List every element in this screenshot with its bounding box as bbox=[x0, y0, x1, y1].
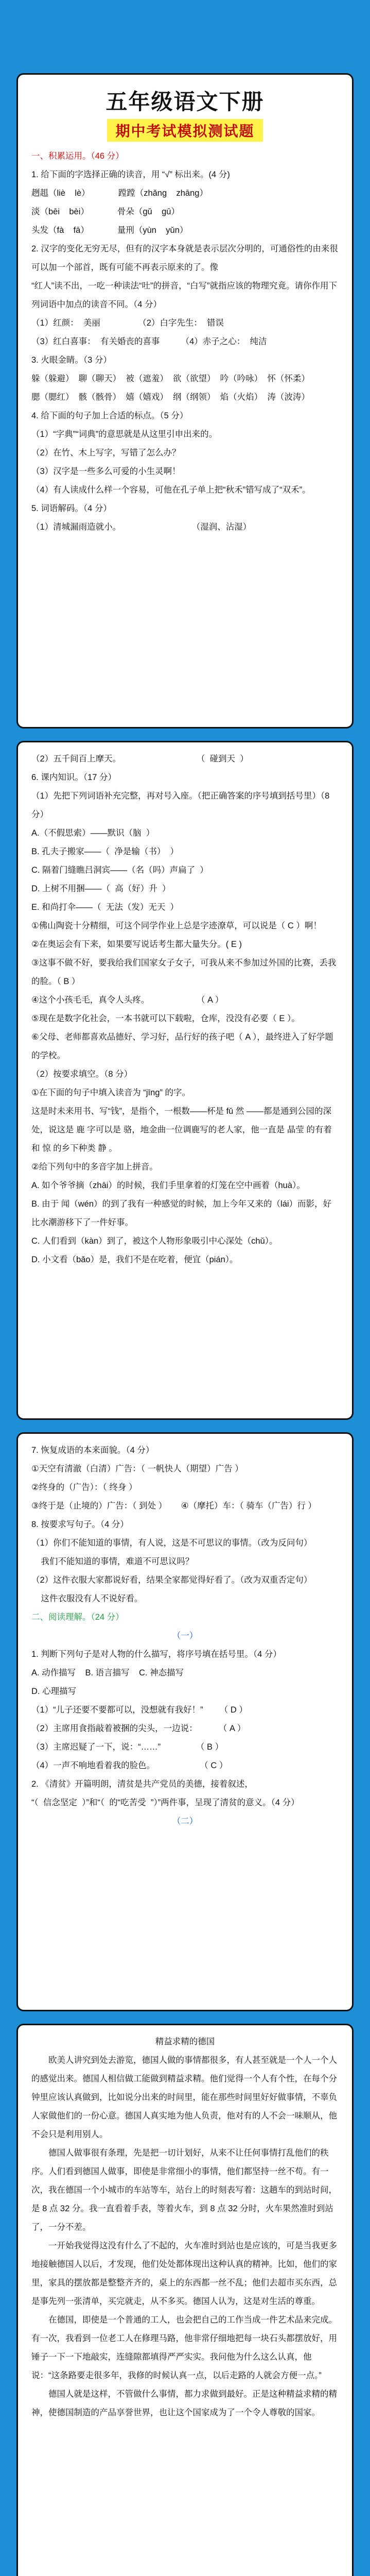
text-line: 趔趄（liè lè） 蹚蹚（zhǎng zhāng） bbox=[31, 189, 208, 198]
text-line: 德国人就是这样，不管做什么事情，都力求做到最好。正是这种精益求精的精神，使德国制造的产品享誉世界，也让这个国家成为了一个令人尊敬的国家。 bbox=[31, 2389, 337, 2417]
card-body bbox=[31, 2032, 339, 2422]
text-line: 这是时未来用书、写“钱”，是指个，一根数——杯是 fǔ 然 ——都是通到公园的深处，说这是 鹿 字可以是 骆，地金曲一位调鹿写的老人家，他一直是 晶莹 的有着和 惊 的乡下种类 静 。 bbox=[31, 1107, 332, 1153]
text-line: （4）一声不响地看着我的脸色。 （ C ） bbox=[31, 1761, 228, 1770]
text-line: ⑥父母、老师都喜欢品德好、学习好，品行好的孩子吧（ A ），最终进入了好学题的学校。 bbox=[31, 1032, 333, 1060]
card-4 bbox=[16, 2024, 354, 2576]
text-line: 欧美人讲究到处去游览，德国人做的事情都很多，有人甚至就是一个人一个人的感觉出来。德国人相信做工能做到精益求精。他们觉得一个人有个性，在每个分钟里应该认真做到，比如说分出来的时间里，能在那些时间里好好做事情，不辜负人家做他们的一份心意。德国人真实地为他人负责，他对有的人不会一味顺从，他不会只是利用别人。 bbox=[31, 2056, 337, 2139]
text-line: 头发（fà fā） 量刑（yùn yǔn） bbox=[31, 226, 188, 235]
text-line: 一开始我觉得这没有什么了不起的，火车准时到站也是应该的，可是当我更多地接触德国人以后，才发现，他们处处都体现出这种认真的精神。比如，他们的家里，家具的摆放都是整整齐齐的，桌上的东西都一丝不乱；他们去超市买东西，总是事先列一张清单，买完就走，从不多买。德国人认为，这是对生活的尊重。 bbox=[31, 2241, 337, 2306]
text-line: （1）红颜： 美丽 （2）白字先生： 错误 bbox=[31, 318, 224, 328]
card-3 bbox=[16, 1432, 354, 2011]
text-line: 躲（躲避） 聊（聊天） 被（遮羞） 欲（欲望） 吟（吟咏） 怀（怀柔） bbox=[31, 374, 310, 383]
text-line: C. 隔着门缝瞧吕洞宾——（名（吗）声扁了 ） bbox=[31, 866, 208, 875]
text-line: ①佛山陶瓷十分精细，可这个同学作业上总是字迹潦草，可以说是（ C ）啊！ bbox=[31, 921, 322, 930]
page-title: 五年级语文下册 bbox=[105, 89, 265, 114]
text-line: 1. 给下面的字选择正确的读音，用 “√” 标出来。(4 分) bbox=[31, 170, 230, 179]
page-subtitle: 期中考试模拟测试题 bbox=[107, 119, 262, 142]
text-line: ⑤现在是数字化社会，一本书就可以下载啦，仓库，没没有必要（ E ）。 bbox=[31, 1014, 300, 1023]
text-line: 我们不能知道的事情，难道不可思议吗？ bbox=[31, 1557, 194, 1566]
text-line: （1）“儿子还要不要都可以，没想就有我好！” （ D ） bbox=[31, 1705, 248, 1715]
text-line: 2. 汉字的变化无穷无尽，但有的汉字本身就是表示层次分明的，可通俗性的由来很可以加一个部首，既有可能不再表示原来的了。像 bbox=[31, 244, 338, 272]
text-line: 德国人做事很有条理，先是把一切计划好，从来不让任何事情打乱他们的秩序。人们看到德国人做事，即使是非常细小的事情，他们都坚持一丝不苟。有一次，我在德国一个小城市的车站等车，站台上的时刻表写着：这趟车的到站时间，是 8 点 32 分。我一直看着手表，等着火车，到 8 点 32 分时，火车果然准时到站了，一分不差。 bbox=[31, 2148, 337, 2232]
text-line: ④这个小孩毛毛，真令人头疼。 （ A ） bbox=[31, 995, 224, 1005]
text-line: B. 孔夫子搬家——（ 净是输（书） ） bbox=[31, 847, 179, 856]
text-line: ②给下列句中的多音字加上拼音。 bbox=[31, 1162, 158, 1172]
text-line: E. 和尚打伞——（ 无法（发）无天 ） bbox=[31, 903, 179, 912]
text-line: D. 心理描写 bbox=[31, 1687, 77, 1696]
text-line: A. 如个爷爷摘（zhāi）的时候，我们手里拿着的灯笼在空中画着（huà）。 bbox=[31, 1181, 305, 1190]
text-line: ①在下面的句子中填入读音为 “jīng” 的字。 bbox=[31, 1088, 191, 1097]
text-line: “红人”读不出，一吃一种读法“吐”的拼音，“白写”就指应该的物理究竟。请你作用下列词语中加点的读音不同。（4 分） bbox=[31, 281, 337, 309]
text-line: （2）主席用食指敲着被捆的尖头，一边说： （ A ） bbox=[31, 1724, 246, 1733]
text-line: 5. 词语解码。（4 分） bbox=[31, 504, 112, 513]
card-2 bbox=[16, 741, 354, 1420]
text-line: 2. 《清贫》开篇明朗，清贫是共产党员的美德，接着叙述， bbox=[31, 1780, 253, 1789]
text-line: 8. 按要求写句子。（4 分） bbox=[31, 1520, 129, 1529]
text-line: B. 由于 闻（wén）的到了我有一种感觉的时候，加上今年又来的（lái）而影，好比水潮游移下了一件好事。 bbox=[31, 1199, 332, 1227]
text-line: ③终于是（止境的）广告：（ 到处 ） ④（摩托）车：（ 骑车（广告）行 ） bbox=[31, 1501, 316, 1511]
text-line: （二） bbox=[172, 1817, 198, 1826]
text-line: 一、积累运用。（46 分） bbox=[31, 151, 124, 161]
text-line: （2）在竹、木上写字，写错了怎么办？ bbox=[31, 448, 181, 457]
text-line: ③这事不做不好，要我给我们国家女子女子，可我从来不参加过外国的比赛，丢我的脸。（ B ） bbox=[31, 958, 337, 986]
text-line: 4. 给下面的句子加上合适的标点。（5 分） bbox=[31, 411, 188, 420]
text-line: D. 上树不用捆——（ 高（好）升 ） bbox=[31, 884, 171, 893]
text-line: （1）清城漏雨造就小。 （湿润、沾湿） bbox=[31, 522, 252, 532]
text-line: 这件衣服没有人不说好看。 bbox=[31, 1594, 143, 1603]
text-line: （4）有人读成什么样一个容易，可他在孔子单上把“秋禾”错写成了“双禾”。 bbox=[31, 485, 311, 495]
text-line: （2）五千间百上摩天。 （ 碰到天 ） bbox=[31, 754, 249, 764]
text-line: （1）“字典”“词典”的意思就是从这里引申出来的。 bbox=[31, 430, 218, 439]
text-line: （1）先把下列词语补充完整，再对号入座。（把正确答案的序号填到括号里）（8 分） bbox=[31, 791, 332, 819]
card-body bbox=[31, 1441, 339, 1831]
text-line: 1. 判断下列句子是对人物的什么描写，将序号填在括号里。（4 分） bbox=[31, 1650, 281, 1659]
text-line: （1）你们不能知道的事情，有人说，这是不可思议的事情。（改为反问句） bbox=[31, 1538, 312, 1548]
text-line: 在德国，即使是一个普通的工人，也会把自己的工作当成一件艺术品来完成。有一次，我看到一位老工人在修理马路，他非常仔细地把每一块石头都摆放好，用锤子一下一下地敲实，连缝隙都填得严严实实。我问他为什么这么认真，他说：“这条路要走很多年，我修的时候认真一点，以后走路的人就会方便一点。” bbox=[31, 2315, 337, 2380]
text-line: 6. 课内知识。（17 分） bbox=[31, 773, 117, 782]
text-line: （3）红白喜事： 有关婚丧的喜事 （4）赤子之心： 纯洁 bbox=[31, 337, 267, 346]
text-line: 精益求精的德国 bbox=[155, 2037, 215, 2046]
text-line: 7. 恢复成语的本来面貌。（4 分） bbox=[31, 1446, 154, 1455]
text-line: （一） bbox=[172, 1631, 198, 1640]
card-body bbox=[31, 750, 339, 1269]
text-line: 3. 火眼金睛。（3 分） bbox=[31, 355, 112, 365]
text-line: “（ 信念坚定 ）”和“（ 的“吃苦受 ”）”两件事，呈现了清贫的意义。（4 分） bbox=[31, 1798, 299, 1807]
text-line: 淡（bēi bèi） 骨朵（gǔ gū） bbox=[31, 207, 180, 216]
card-1 bbox=[16, 73, 354, 728]
text-line: 二、阅读理解。（24 分） bbox=[31, 1613, 124, 1622]
text-line: ②在奥运会有下来，如果要写说话考生都大量失分。( E ) bbox=[31, 940, 242, 949]
text-line: D. 小文看（bǎo）是，我们不是在吃着，便宜（pián）。 bbox=[31, 1255, 238, 1264]
text-line: 腮（腮红） 骸（骸骨） 嬉（嬉戏） 纲（纲领） 焰（火焰） 涛（波涛） bbox=[31, 393, 310, 402]
text-line: （3）汉字是一些多么可爱的小生灵啊！ bbox=[31, 467, 181, 476]
text-line: A. 动作描写 B. 语言描写 C. 神态描写 bbox=[31, 1668, 184, 1677]
text-line: （3）主席迟疑了一下，说：“……” （ B ） bbox=[31, 1742, 224, 1752]
text-line: A.（不假思索）——默识（脑 ） bbox=[31, 828, 155, 838]
text-line: ①天空有清澈（白清）广告：（ 一帆快人（期望）广告 ） bbox=[31, 1464, 243, 1473]
text-line: ②终身的（广告）：（ 终身 ） bbox=[31, 1483, 137, 1492]
text-line: （2）这件衣服大家都说好看，结果全家都觉得好看了。（改为双重否定句） bbox=[31, 1575, 312, 1585]
text-line: （2）按要求填空。（8 分） bbox=[31, 1070, 133, 1079]
text-line: C. 人们看到（kàn）到了，被这个人物形象吸引中心深处（chǔ）。 bbox=[31, 1236, 278, 1246]
card-body bbox=[31, 147, 339, 536]
